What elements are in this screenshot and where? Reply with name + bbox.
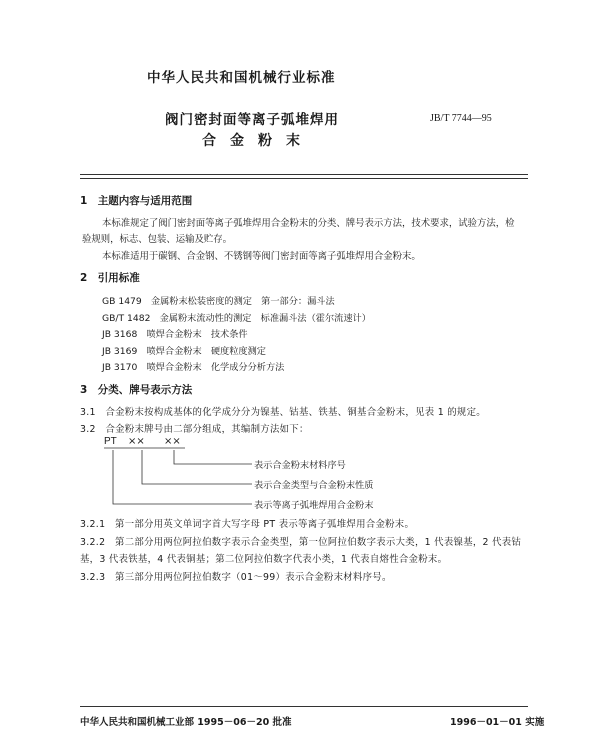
serial-leader-line — [174, 450, 252, 464]
approval-date: 中华人民共和国机械工业部 1995－06－20 批准 — [80, 717, 292, 728]
clause-3-2-2-line1: 3.2.2 第二部分用两位阿拉伯数字表示合金类型，第一位阿拉伯数字表示大类，1 代表镍基，2 代表钴 — [80, 537, 522, 548]
implementation-date: 1996－01－01 实施 — [450, 717, 545, 728]
code-xx-type: ×× — [128, 436, 145, 447]
footer-divider-line — [80, 706, 528, 707]
section-1-para2: 本标准适用于碳钢、合金钢、不锈钢等阀门密封面等离子弧堆焊用合金粉末。 — [102, 251, 421, 262]
reference-item: JB 3168 喷焊合金粉末 技术条件 — [102, 329, 248, 340]
standard-title-line2: 合金粉末 — [202, 133, 314, 149]
label-serial: 表示合金粉末材料序号 — [254, 460, 346, 471]
label-plasma: 表示等离子弧堆焊用合金粉末 — [254, 500, 374, 511]
section-2-heading: 2 引用标准 — [80, 272, 140, 284]
code-pt: PT — [104, 436, 117, 447]
section-1-para1-line1: 本标准规定了阀门密封面等离子弧堆焊用合金粉末的分类、牌号表示方法，技术要求，试验方法，检 — [102, 218, 515, 229]
reference-item: GB 1479 金属粉末松装密度的测定 第一部分：漏斗法 — [102, 296, 335, 307]
reference-item: JB 3169 喷焊合金粉末 硬度粒度测定 — [102, 346, 266, 357]
section-1-heading: 1 主题内容与适用范围 — [80, 195, 193, 207]
type-leader-line — [142, 450, 252, 484]
issuing-organization: 中华人民共和国机械行业标准 — [147, 70, 336, 86]
clause-3-2: 3.2 合金粉末牌号由二部分组成，其编制方法如下： — [80, 424, 309, 435]
plasma-leader-line — [113, 450, 252, 504]
clause-3-2-2-line2: 基，3 代表铁基，4 代表铜基；第二位阿拉伯数字代表小类，1 代表自熔性合金粉末。 — [80, 554, 448, 565]
clause-3-2-1: 3.2.1 第一部分用英文单词字首大写字母 PT 表示等离子弧堆焊用合金粉末。 — [80, 519, 415, 530]
reference-item: JB 3170 喷焊合金粉末 化学成分分析方法 — [102, 362, 285, 373]
standard-title-line1: 阀门密封面等离子弧堆焊用 — [165, 112, 339, 128]
clause-3-2-3: 3.2.3 第三部分用两位阿拉伯数字（01～99）表示合金粉末材料序号。 — [80, 572, 392, 583]
section-3-heading: 3 分类、牌号表示方法 — [80, 384, 193, 396]
reference-item: GB/T 1482 金属粉末流动性的测定 标准漏斗法（霍尔流速计） — [102, 313, 371, 324]
code-xx-serial: ×× — [164, 436, 181, 447]
clause-3-1: 3.1 合金粉末按构成基体的化学成分分为镍基、钴基、铁基、铜基合金粉末，见表 1 的规定。 — [80, 407, 486, 418]
label-type: 表示合金类型与合金粉末性质 — [254, 480, 374, 491]
section-1-para1-line2: 验规则，标志、包装、运输及贮存。 — [82, 234, 233, 245]
standard-number: JB/T 7744—95 — [430, 113, 492, 124]
